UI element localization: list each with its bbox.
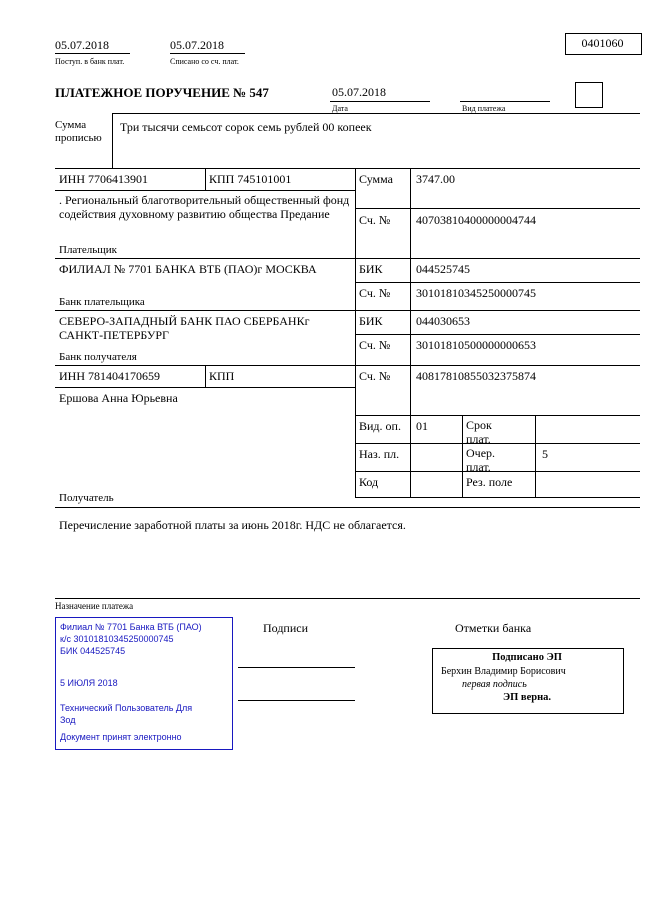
esign-role: первая подпись xyxy=(462,679,527,690)
payee-inn: ИНН 781404170659 xyxy=(59,369,160,383)
amount-value: 3747.00 xyxy=(416,172,455,186)
payer-bank-bik: 044525745 xyxy=(416,262,470,276)
signature-line xyxy=(238,700,355,701)
payer-bank-bik-caption: БИК xyxy=(359,262,383,276)
payee-account-caption: Сч. № xyxy=(359,369,391,383)
table-grid-line xyxy=(355,168,356,497)
payer-bank-account-caption: Сч. № xyxy=(359,286,391,300)
payer-kpp: КПП 745101001 xyxy=(209,172,292,186)
table-grid-line xyxy=(355,282,640,283)
received-date-caption: Поступ. в банк плат. xyxy=(55,57,125,66)
payment-kind-caption: Вид платежа xyxy=(462,104,506,113)
debited-date-underline xyxy=(170,53,245,54)
table-grid-line xyxy=(410,168,411,497)
payment-kind-box xyxy=(575,82,603,108)
table-grid-line xyxy=(535,415,536,497)
table-grid-line xyxy=(355,497,640,498)
payer-bank-name: ФИЛИАЛ № 7701 БАНКА ВТБ (ПАО)г МОСКВА xyxy=(59,262,317,276)
payment-kind-underline xyxy=(460,101,550,102)
payer-section-caption: Плательщик xyxy=(59,244,117,256)
payee-bank-bik-caption: БИК xyxy=(359,314,383,328)
esign-signer-name: Берхин Владимир Борисович xyxy=(441,666,566,677)
date-underline xyxy=(330,101,430,102)
purpose-text: Перечисление заработной платы за июнь 2018г. НДС не облагается. xyxy=(59,518,406,532)
order-caption: Очер. плат. xyxy=(466,446,496,475)
payee-kpp-caption: КПП xyxy=(209,369,235,383)
debited-date: 05.07.2018 xyxy=(170,38,224,52)
table-grid-line xyxy=(55,190,355,191)
purpose-caption: Назначение платежа xyxy=(55,601,134,611)
table-grid-line xyxy=(355,208,640,209)
stamp-line: Филиал № 7701 Банка ВТБ (ПАО) xyxy=(60,622,202,632)
amount-caption: Сумма xyxy=(359,172,393,186)
order-value: 5 xyxy=(542,447,548,461)
payee-section-caption: Получатель xyxy=(59,492,114,504)
amount-words-value: Три тысячи семьсот сорок семь рублей 00 копеек xyxy=(120,120,372,134)
payee-bank-account: 30101810500000000653 xyxy=(416,338,536,352)
table-grid-line xyxy=(55,365,640,366)
table-grid-line xyxy=(55,168,640,169)
payer-account-caption: Сч. № xyxy=(359,213,391,227)
purpose-underline xyxy=(55,598,640,599)
table-grid-line xyxy=(205,168,206,190)
received-date: 05.07.2018 xyxy=(55,38,109,52)
payee-bank-bik: 044030653 xyxy=(416,314,470,328)
amount-words-caption: Сумма прописью xyxy=(55,119,102,144)
table-grid-line xyxy=(355,415,640,416)
table-grid-line xyxy=(55,258,640,259)
payer-bank-section-caption: Банк плательщика xyxy=(59,296,145,308)
stamp-line: БИК 044525745 xyxy=(60,646,126,656)
received-date-underline xyxy=(55,53,130,54)
reserve-caption: Рез. поле xyxy=(466,475,513,489)
payee-account: 40817810855032375874 xyxy=(416,369,536,383)
payer-account: 40703810400000004744 xyxy=(416,213,536,227)
op-kind-value: 01 xyxy=(416,419,428,433)
payer-bank-account: 30101810345250000745 xyxy=(416,286,536,300)
document-date: 05.07.2018 xyxy=(332,85,386,99)
esign-title: Подписано ЭП xyxy=(492,652,562,663)
amount-words-top-border xyxy=(112,113,640,114)
stamp-line: Технический Пользователь Для Зод xyxy=(60,703,193,725)
table-grid-line xyxy=(205,365,206,387)
payee-bank-section-caption: Банк получателя xyxy=(59,351,137,363)
bank-marks-caption: Отметки банка xyxy=(455,621,532,635)
form-code: 0401060 xyxy=(581,36,624,50)
signatures-caption: Подписи xyxy=(263,621,309,635)
code-caption: Код xyxy=(359,475,379,489)
op-kind-caption: Вид. оп. xyxy=(359,419,401,433)
table-grid-line xyxy=(55,507,640,508)
amount-words-left-border xyxy=(112,113,113,168)
table-grid-line xyxy=(55,387,355,388)
date-caption: Дата xyxy=(332,104,348,113)
document-title: ПЛАТЕЖНОЕ ПОРУЧЕНИЕ № 547 xyxy=(55,85,269,100)
payee-bank-name: СЕВЕРО-ЗАПАДНЫЙ БАНК ПАО СБЕРБАНКг САНКТ-ПЕТЕРБУРГ xyxy=(59,314,310,343)
debited-date-caption: Списано со сч. плат. xyxy=(170,57,239,66)
table-grid-line xyxy=(355,334,640,335)
stamp-line: 5 ИЮЛЯ 2018 xyxy=(60,678,118,688)
naz-caption: Наз. пл. xyxy=(359,447,400,461)
payer-inn: ИНН 7706413901 xyxy=(59,172,148,186)
esign-verified: ЭП верна. xyxy=(502,692,551,703)
payee-name: Ершова Анна Юрьевна xyxy=(59,391,178,405)
stamp-line: Документ принят электронно xyxy=(60,732,182,742)
table-grid-line xyxy=(462,415,463,497)
term-caption: Срок плат. xyxy=(466,418,492,447)
payer-name: . Региональный благотворительный общественный фонд содействия духовному развитию общества Предание xyxy=(59,193,350,222)
stamp-line: к/с 30101810345250000745 xyxy=(60,634,174,644)
signature-line xyxy=(238,667,355,668)
table-grid-line xyxy=(55,310,640,311)
payee-bank-account-caption: Сч. № xyxy=(359,338,391,352)
